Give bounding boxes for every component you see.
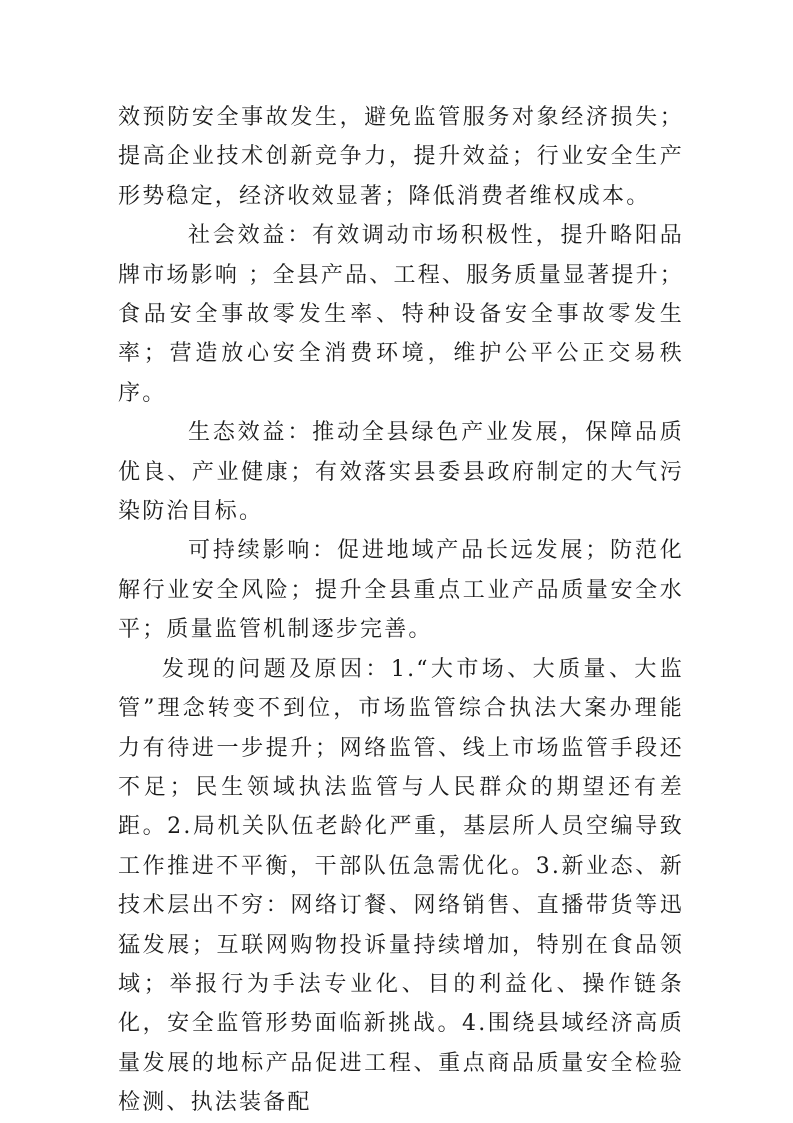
paragraph-ecological-benefit: 生态效益：推动全县绿色产业发展，保障品质优良、产业健康；有效落实县委县政府制定的大气污染防治目标。 [118, 420, 684, 525]
paragraph-social-benefit: 社会效益：有效调动市场积极性，提升略阳品牌市场影响 ；全县产品、工程、服务质量显著提升；食品安全事故零发生率、特种设备安全事故零发生率；营造放心安全消费环境，维护公平公正交易秩序。 [118, 223, 684, 406]
document-body [118, 98, 684, 1123]
paragraph-sustainable-impact: 可持续影响：促进地域产品长远发展；防范化解行业安全风险；提升全县重点工业产品质量安全水平；质量监管机制逐步完善。 [118, 538, 684, 643]
paragraph-problems-and-causes: 发现的问题及原因：1.“大市场、大质量、大监管”理念转变不到位，市场监管综合执法大案办理能力有待进一步提升；网络监管、线上市场监管手段还不足；民生领域执法监管与人民群众的期望还有差距。2.局机关队伍老龄化严重，基层所人员空编导致工作推进不平衡，干部队伍急需优化。3.新业态、新技术层出不穷：网络订餐、网络销售、直播带货等迅猛发展；互联网购物投诉量持续增加，特别在食品领域；举报行为手法专业化、目的利益化、操作链条化，安全监管形势面临新挑战。4.围绕县域经济高质量发展的地标产品促进工程、重点商品质量安全检验检测、执法装备配 [118, 656, 684, 1116]
paragraph-continuation: 效预防安全事故发生，避免监管服务对象经济损失；提高企业技术创新竞争力，提升效益；行业安全生产形势稳定，经济收效显著；降低消费者维权成本。 [118, 105, 684, 209]
